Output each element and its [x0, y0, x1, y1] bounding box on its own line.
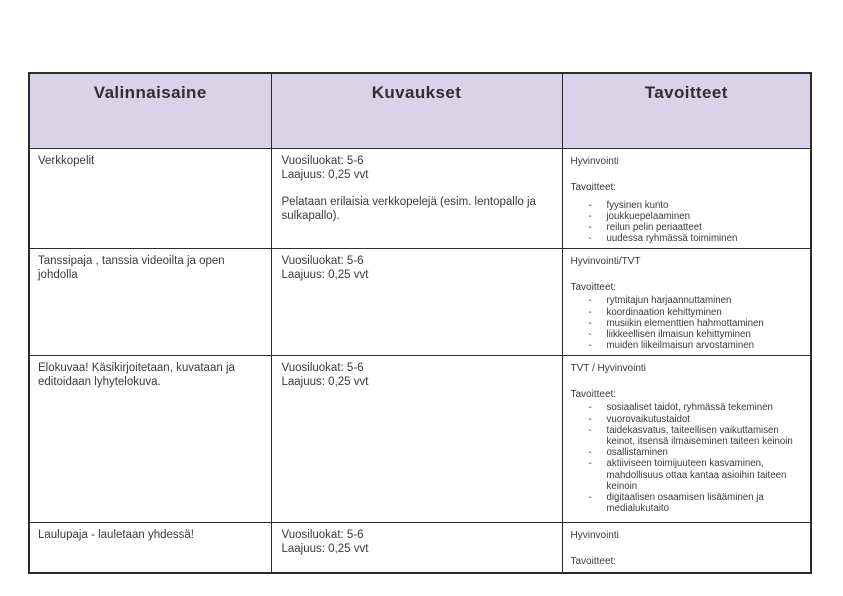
description-cell [271, 523, 562, 574]
goal-item: - digitaalisen osaamisen lisääminen ja medialukutaito [587, 492, 803, 514]
goal-heading: Tavoitteet: [570, 556, 617, 568]
description-cell [271, 249, 562, 356]
subject-name: Verkkopelit [38, 154, 95, 167]
subject-cell [29, 523, 271, 574]
grades-line: Vuosiluokat: 5-6 [281, 154, 364, 167]
table-row [29, 523, 811, 574]
table-row [29, 148, 811, 249]
extent-line: Laajuus: 0,25 vvt [281, 168, 369, 181]
column-header-kuvaukset: Kuvaukset [271, 73, 562, 148]
goal-item: - sosiaaliset taidot, ryhmässä tekeminen [587, 402, 803, 413]
table-row [29, 249, 811, 356]
subject-name: Elokuvaa! Käsikirjoitetaan, kuvataan ja editoidaan lyhytelokuva. [38, 362, 235, 389]
subject-cell [29, 356, 271, 523]
extent-line: Laajuus: 0,25 vvt [281, 376, 369, 389]
goal-item: - uudessa ryhmässä toimiminen [587, 233, 803, 244]
column-header-tavoitteet: Tavoitteet [562, 73, 811, 148]
goal-item: - aktiiviseen toimijuuteen kasvaminen, mahdollisuus ottaa kantaa asioihin taiteen keinoin [587, 458, 803, 492]
goal-item: - reilun pelin periaatteet [587, 222, 803, 233]
column-header-valinnaisaine: Valinnaisaine [29, 73, 271, 148]
goal-item: - fyysinen kunto [587, 200, 803, 211]
goal-category: Hyvinvointi [570, 530, 619, 542]
goal-item: - osallistaminen [587, 447, 803, 458]
goal-item: - liikkeellisen ilmaisun kehittyminen [587, 329, 803, 340]
goal-items-list [571, 402, 803, 514]
goal-item: - koordinaation kehittyminen [587, 307, 803, 318]
goal-category: Hyvinvointi/TVT [570, 256, 641, 268]
goals-cell [562, 523, 811, 574]
grades-line: Vuosiluokat: 5-6 [281, 529, 364, 542]
subject-name: Laulupaja - lauletaan yhdessä! [38, 529, 195, 542]
goal-items-list [571, 200, 803, 245]
goal-category: TVT / Hyvinvointi [570, 363, 646, 375]
description-cell [271, 148, 562, 249]
goal-item: - rytmitajun harjaannuttaminen [587, 295, 803, 306]
goal-item: - muiden liikeilmaisun arvostaminen [587, 340, 803, 351]
subject-cell [29, 148, 271, 249]
extent-line: Laajuus: 0,25 vvt [281, 269, 369, 282]
goal-heading: Tavoitteet: [570, 282, 617, 294]
subject-name: Tanssipaja , tanssia videoilta ja open johdolla [38, 255, 225, 282]
optional-subjects-table [28, 72, 812, 574]
goal-heading: Tavoitteet: [570, 389, 617, 401]
goal-item: - joukkuepelaaminen [587, 211, 803, 222]
goal-items-list [571, 295, 803, 351]
extent-line: Laajuus: 0,25 vvt [281, 543, 369, 556]
grades-line: Vuosiluokat: 5-6 [281, 255, 364, 268]
table-row [29, 356, 811, 523]
grades-line: Vuosiluokat: 5-6 [281, 362, 364, 375]
course-description: Pelataan erilaisia verkkopelejä (esim. lentopallo ja sulkapallo). [281, 195, 536, 222]
description-cell [271, 356, 562, 523]
table-header-row [29, 73, 811, 148]
goals-cell [562, 249, 811, 356]
goals-cell [562, 148, 811, 249]
goal-item: - taidekasvatus, taiteellisen vaikuttamisen keinot, itsensä ilmaiseminen taiteen keinoin [587, 425, 803, 447]
goals-cell [562, 356, 811, 523]
goal-category: Hyvinvointi [570, 155, 619, 167]
goal-item: - vuorovaikutustaidot [587, 414, 803, 425]
goal-item: - musiikin elementtien hahmottaminen [587, 318, 803, 329]
subject-cell [29, 249, 271, 356]
goal-heading: Tavoitteet: [570, 181, 617, 193]
